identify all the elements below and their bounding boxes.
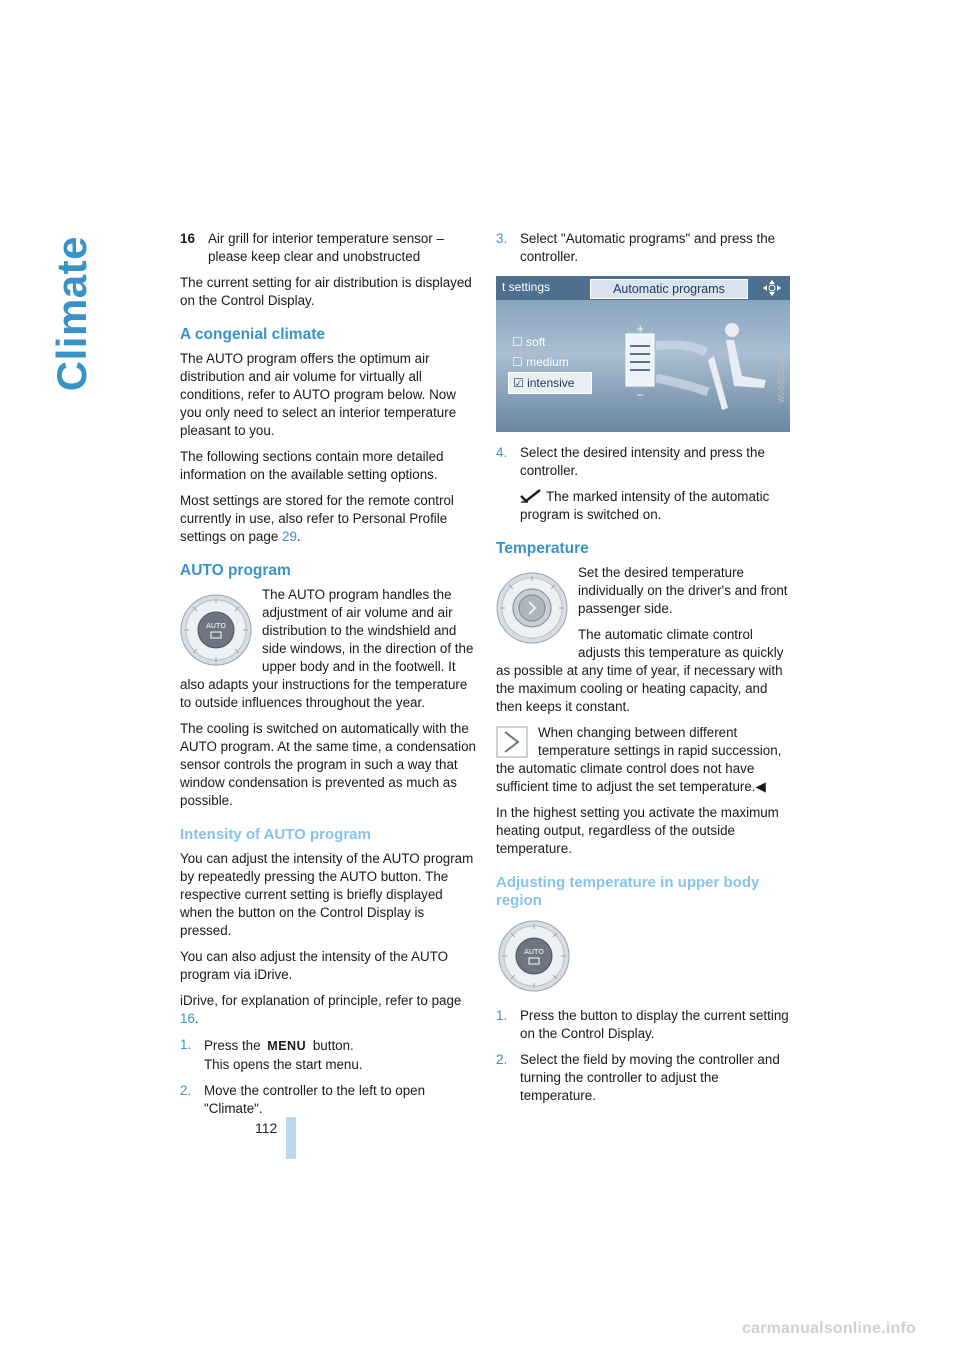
list-item-16 xyxy=(180,230,476,266)
menu-button-icon: MENU xyxy=(264,1036,309,1056)
step-number: 2. xyxy=(180,1083,192,1098)
paragraph-temperature-1: Set the desired temperature individually on the driver's and front passenger side. xyxy=(578,565,788,616)
chapter-title: Climate xyxy=(48,236,95,392)
step-number: 1. xyxy=(180,1037,192,1052)
step-number: 4. xyxy=(496,445,508,460)
left-column xyxy=(180,230,476,1126)
note-arrow-icon xyxy=(496,726,528,758)
paragraph-idrive-ref: iDrive, for explanation of principle, refer to page 16. xyxy=(180,993,462,1026)
step-number: 2. xyxy=(496,1052,508,1067)
step-4: 4. Select the desired intensity and press the controller. xyxy=(496,445,765,478)
heading-temperature: Temperature xyxy=(496,540,589,557)
paragraph-highest: In the highest setting you activate the maximum heating output, regardless of the outside temperature. xyxy=(496,805,779,856)
page-number-bar xyxy=(286,1117,296,1159)
heading-auto-program: AUTO program xyxy=(180,562,291,579)
step-upper-2: 2. Select the field by moving the controller and turning the controller to adjust the temperature. xyxy=(496,1052,780,1103)
paragraph-intensity: You can adjust the intensity of the AUTO program by repeatedly pressing the AUTO button. The respective current setting is briefly displayed when the button on the Control Display is pressed. xyxy=(180,851,474,938)
option-medium: ☐ medium xyxy=(512,355,569,369)
item-text: Air grill for interior temperature sensor – please keep clear and unobstructed xyxy=(208,231,444,264)
note-text: When changing between different temperature settings in rapid succession, the automatic climate control does not have sufficient time to adjust the set temperature.◀ xyxy=(496,725,782,794)
page-number: 112 xyxy=(255,1120,278,1136)
step-number: 3. xyxy=(496,231,508,246)
step-upper-1: 1. Press the button to display the current setting on the Control Display. xyxy=(496,1008,789,1041)
step-1: 1. Press the MENU button. This opens the start menu. xyxy=(180,1037,363,1072)
item-number: 16 xyxy=(180,231,195,246)
heading-congenial-climate: A congenial climate xyxy=(180,326,325,343)
note-block xyxy=(496,724,792,796)
control-display-screenshot xyxy=(496,276,790,432)
paragraph-cooling: The cooling is switched on automatically with the AUTO program. At the same time, a condensation sensor controls the program in such a way that window condensation is prevented as much as possible. xyxy=(180,721,476,808)
temperature-knob-figure xyxy=(496,572,568,649)
paragraph-congenial: The AUTO program offers the optimum air distribution and air volume for virtually all conditions, refer to AUTO program below. Now you only need to select an interior temperature pleasant to you. xyxy=(180,351,457,438)
paragraph-idrive: You can also adjust the intensity of the AUTO program via iDrive. xyxy=(180,949,448,982)
step-3: 3. Select "Automatic programs" and press the controller. xyxy=(496,231,776,264)
page-link-29[interactable]: 29 xyxy=(282,529,297,544)
step-number: 1. xyxy=(496,1008,508,1023)
svg-text:AUTO: AUTO xyxy=(524,948,544,956)
svg-text:+: + xyxy=(636,324,645,335)
paragraph-sections: The following sections contain more detailed information on the available setting options. xyxy=(180,449,444,482)
screen-tab-automatic-programs: Automatic programs xyxy=(590,279,748,299)
auto-knob-icon xyxy=(180,594,252,666)
paragraph-stored: Most settings are stored for the remote control currently in use, also refer to Personal Profile settings on page 29. xyxy=(180,493,454,544)
screen-tab-settings: t settings xyxy=(502,280,551,294)
temperature-knob-icon xyxy=(496,572,568,644)
seat-airflow-icon xyxy=(616,316,786,428)
figure-code: W0S4035D0 xyxy=(776,357,786,404)
svg-text:−: − xyxy=(636,390,645,401)
page-link-16[interactable]: 16 xyxy=(180,1011,195,1026)
paragraph-distribution: The current setting for air distribution is displayed on the Control Display. xyxy=(180,275,472,308)
watermark: carmanualsonline.info xyxy=(741,1320,916,1337)
intensity-options xyxy=(508,332,592,394)
auto-knob-icon xyxy=(498,920,570,992)
option-soft: ☐ soft xyxy=(512,335,546,349)
step-2: 2. Move the controller to the left to open "Climate". xyxy=(180,1083,426,1116)
checkmark-icon xyxy=(520,489,542,503)
paragraph-temperature-2: The automatic climate control adjusts this temperature as quickly as possible at any time of year, if necessary with the maximum cooling or heating capacity, and then keeps it constant. xyxy=(496,627,784,714)
heading-upper-body: Adjusting temperature in upper body region xyxy=(496,874,760,909)
paragraph-auto: The AUTO program handles the adjustment of air volume and air distribution to the windshield and side windows, in the direction of the upper body and in the footwell. It also adapts your instructions for the temperature to outside influences throughout the year. xyxy=(180,587,474,710)
controller-nav-icon xyxy=(762,279,782,297)
option-intensive: ☑ intensive xyxy=(508,372,592,394)
auto-knob-figure-2 xyxy=(498,920,792,997)
auto-knob-figure xyxy=(180,594,252,671)
right-column xyxy=(496,230,792,1113)
step-4-note: The marked intensity of the automatic program is switched on. xyxy=(520,489,770,522)
heading-intensity: Intensity of AUTO program xyxy=(180,826,371,843)
svg-text:AUTO: AUTO xyxy=(206,622,226,630)
